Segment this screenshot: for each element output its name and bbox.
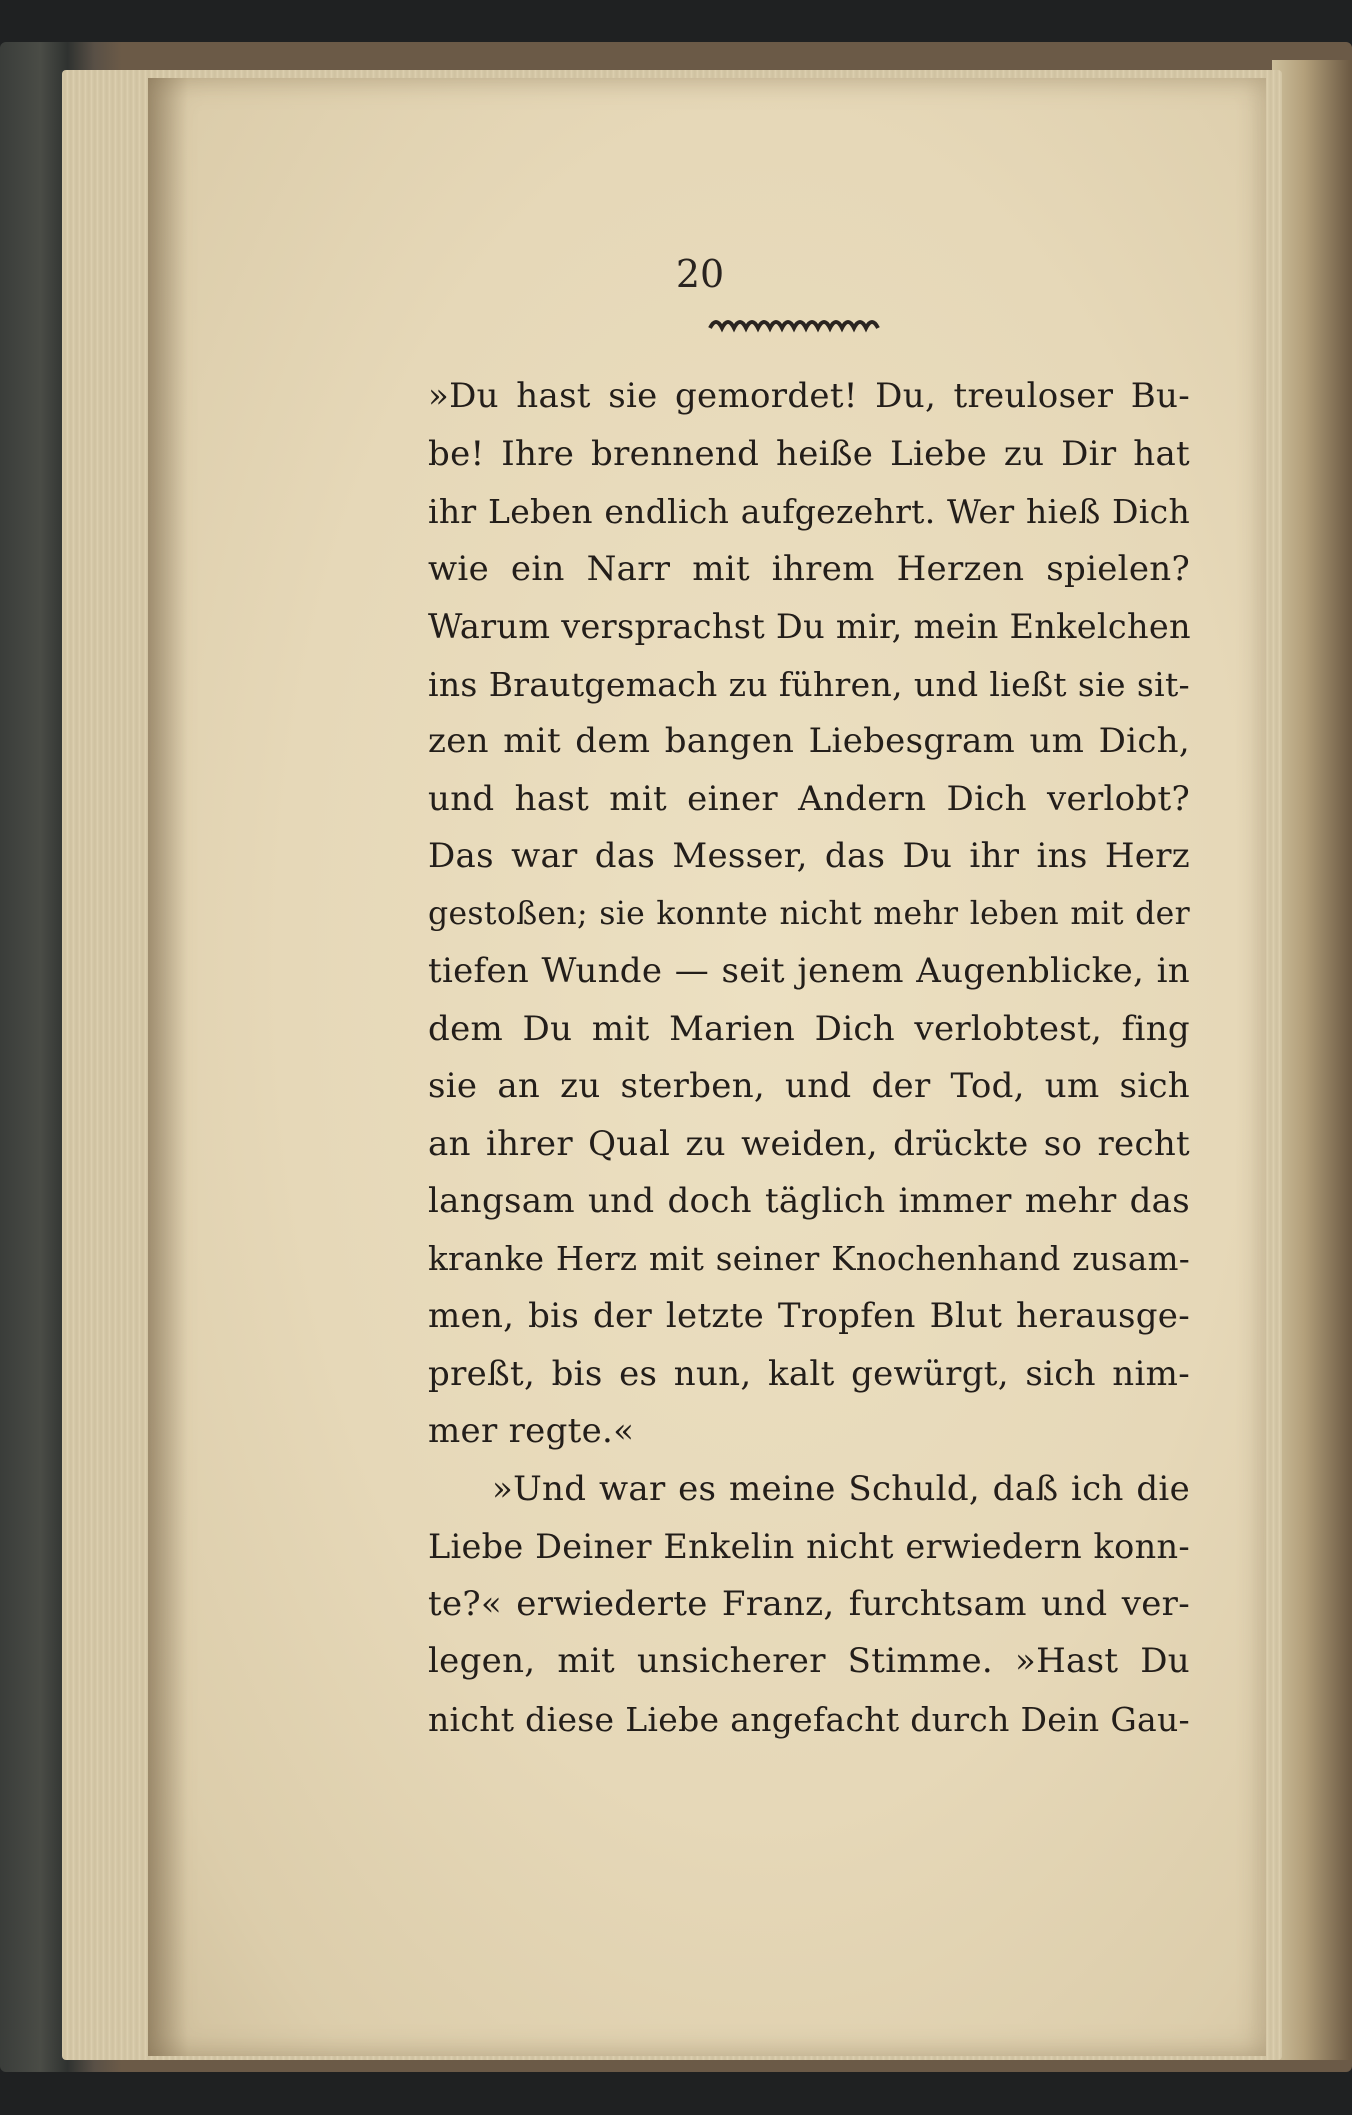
text-line: legen, mit unsicherer Stimme. »Hast Du	[428, 1641, 1190, 1681]
text-line: Liebe Deiner Enkelin nicht erwiedern konn-	[428, 1527, 1190, 1566]
text-line: wie ein Narr mit ihrem Herzen spielen?	[428, 548, 1190, 589]
gutter-shadow	[148, 78, 188, 2056]
text-line: Warum versprachst Du mir, mein Enkelchen	[428, 607, 1191, 646]
text-line: an ihrer Qual zu weiden, drückte so recht	[428, 1123, 1190, 1164]
text-line: nicht diese Liebe angefacht durch Dein Gau-	[428, 1699, 1190, 1739]
text-line: »Du hast sie gemordet! Du, treuloser Bu-	[428, 376, 1190, 416]
text-line: langsam und doch täglich immer mehr das	[428, 1181, 1190, 1221]
text-line: tiefen Wunde — seit jenem Augenblicke, in	[428, 951, 1190, 991]
text-line: Das war das Messer, das Du ihr ins Herz	[428, 836, 1190, 876]
text-line: be! Ihre brennend heiße Liebe zu Dir hat	[428, 433, 1190, 474]
facing-page-edge	[1272, 60, 1352, 2060]
text-line: preßt, bis es nun, kalt gewürgt, sich nim-	[428, 1353, 1190, 1394]
ornament-wave-rule	[706, 312, 886, 336]
text-line: »Und war es meine Schuld, daß ich die	[492, 1468, 1190, 1509]
text-line: dem Du mit Marien Dich verlobtest, fing	[428, 1008, 1190, 1049]
page-number: 20	[675, 252, 725, 296]
text-line: mer regte.«	[428, 1411, 635, 1451]
text-line: gestoßen; sie konnte nicht mehr leben mit der	[428, 895, 1190, 932]
text-line: sie an zu sterben, und der Tod, um sich	[428, 1066, 1190, 1106]
body-text	[428, 368, 1190, 1748]
paragraph-1	[428, 368, 1190, 1461]
text-line: men, bis der letzte Tropfen Blut herausge-	[428, 1296, 1190, 1336]
paragraph-2	[428, 1461, 1190, 1749]
text-line: kranke Herz mit seiner Knochenhand zusam-	[428, 1239, 1190, 1278]
text-line: zen mit dem bangen Liebesgram um Dich,	[428, 721, 1190, 761]
text-line: ihr Leben endlich aufgezehrt. Wer hieß Dich	[428, 492, 1190, 531]
text-line: te?« erwiederte Franz, furchtsam und ver-	[428, 1583, 1190, 1624]
text-line: ins Brautgemach zu führen, und ließt sie sit-	[428, 664, 1190, 704]
text-line: und hast mit einer Andern Dich verlobt?	[428, 778, 1190, 819]
